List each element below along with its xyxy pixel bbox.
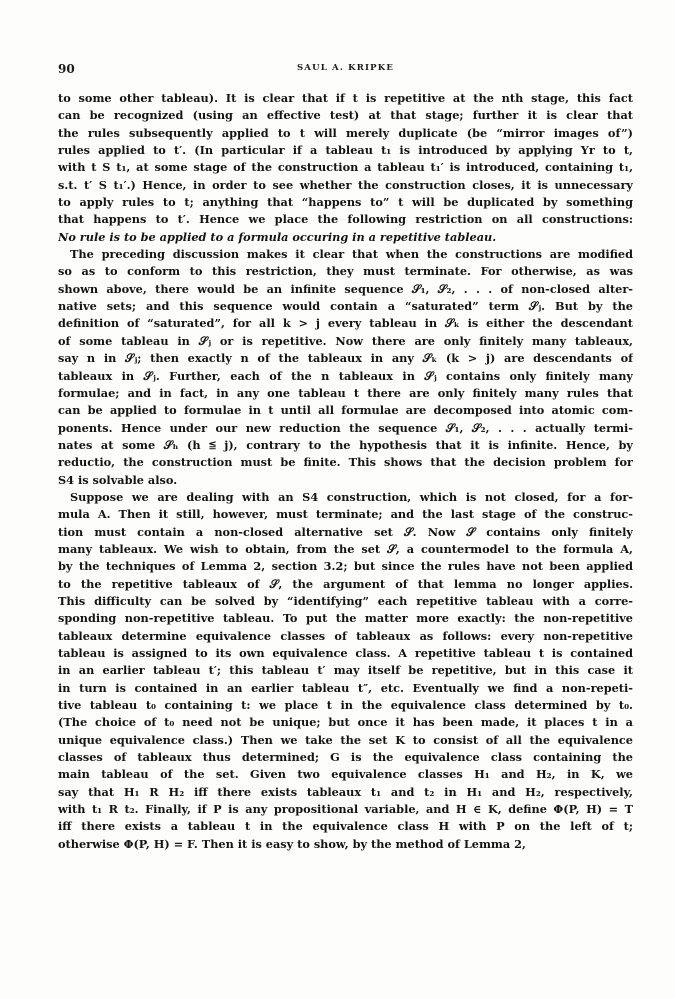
text-line: to some other tableau). It is clear that if t is repetitive at the nth stage, this fact <box>58 91 633 105</box>
text-line: by the techniques of Lemma 2, section 3.2; but since the rules have not been applied <box>58 559 633 574</box>
text-line: nates at some 𝒮ₕ (h ≦ j), contrary to the hypothesis that it is infinite. Hence, by <box>58 437 633 452</box>
running-head: SAUL A. KRIPKE <box>296 63 395 73</box>
text-line: to apply rules to t; anything that “happens to” t will be duplicated by something <box>58 195 633 210</box>
text-line: tableau is assigned to its own equivalence class. A repetitive tableau t is contained <box>58 646 633 660</box>
text-line: definition of “saturated”, for all k > j every tableau in 𝒮ₖ is either the descendant <box>58 316 633 331</box>
text-line: sponding non-repetitive tableau. To put the matter more exactly: the non-repetitive <box>58 611 633 626</box>
text-line: the rules subsequently applied to t will merely duplicate (be “mirror images of”) <box>58 125 633 140</box>
text-line: classes of tableaux thus determined; G is the equivalence class containing the <box>58 750 633 765</box>
text-line: main tableau of the set. Given two equivalence classes H₁ and H₂, in K, we <box>58 767 633 782</box>
text-line: native sets; and this sequence would contain a “saturated” term 𝒮ⱼ. But by the <box>58 299 633 314</box>
text-line: can be applied to formulae in t until all formulae are decomposed into atomic com- <box>58 403 633 418</box>
page-header <box>58 62 633 78</box>
text-line: can be recognized (using an effective test) at that stage; further it is clear that <box>58 108 633 123</box>
text-line: many tableaux. We wish to obtain, from the set 𝒮, a countermodel to the formula A, <box>58 541 633 556</box>
paragraph <box>58 90 633 246</box>
paragraph <box>58 246 633 489</box>
text-line: ponents. Hence under our new reduction the sequence 𝒮₁, 𝒮₂, . . . actually termi- <box>58 420 633 435</box>
page-number: 90 <box>58 62 75 76</box>
text-line: to the repetitive tableaux of 𝒮, the argument of that lemma no longer applies. <box>58 576 633 591</box>
text-line: say n in 𝒮ⱼ; then exactly n of the tableaux in any 𝒮ₖ (k > j) are descendants of <box>58 351 633 366</box>
text-line: in turn is contained in an earlier tableau t″, etc. Eventually we find a non-repeti- <box>58 680 633 695</box>
text-line: say that H₁ R H₂ iff there exists tableaux t₁ and t₂ in H₁ and H₂, respectively, <box>58 784 633 799</box>
text-line: iff there exists a tableau t in the equivalence class H with P on the left of t; <box>58 819 633 834</box>
text-line: tion must contain a non-closed alternative set 𝒮. Now 𝒮 contains only finitely <box>58 524 633 539</box>
text-line: No rule is to be applied to a formula occuring in a repetitive tableau. <box>58 229 497 244</box>
text-line: The preceding discussion makes it clear that when the constructions are modified <box>70 247 633 262</box>
text-line: that happens to t′. Hence we place the following restriction on all constructions: <box>58 212 633 227</box>
text-line: tableaux in 𝒮ⱼ. Further, each of the n tableaux in 𝒮ⱼ contains only finitely many <box>58 368 633 383</box>
text-line: tableaux determine equivalence classes of tableaux as follows: every non-repetitive <box>58 628 633 643</box>
text-line: s.t. t′ S t₁′.) Hence, in order to see whether the construction closes, it is unnecessary <box>58 177 633 192</box>
text-line: mula A. Then it still, however, must terminate; and the last stage of the construc- <box>58 507 633 522</box>
text-line: of some tableau in 𝒮ⱼ or is repetitive. Now there are only finitely many tableaux, <box>58 333 633 348</box>
text-line: formulae; and in fact, in any one tableau t there are only finitely many rules that <box>58 385 633 400</box>
text-line: shown above, there would be an infinite sequence 𝒮₁, 𝒮₂, . . . of non-closed alter- <box>58 281 633 296</box>
text-line: otherwise Φ(P, H) = F. Then it is easy to show, by the method of Lemma 2, <box>58 836 526 851</box>
text-line: unique equivalence class.) Then we take the set K to consist of all the equivalence <box>58 732 633 747</box>
text-line: rules applied to t′. (In particular if a tableau t₁ is introduced by applying Yr to t, <box>58 143 633 158</box>
text-line: This difficulty can be solved by “identifying” each repetitive tableau with a corre- <box>58 593 633 608</box>
text-line: tive tableau t₀ containing t: we place t in the equivalence class determined by t₀. <box>58 698 633 713</box>
text-line: so as to conform to this restriction, they must terminate. For otherwise, as was <box>58 264 633 279</box>
text-line: in an earlier tableau t′; this tableau t′ may itself be repetitive, but in this case it <box>58 663 633 678</box>
paragraph <box>58 489 633 853</box>
text-line: (The choice of t₀ need not be unique; but once it has been made, it places t in a <box>58 715 633 730</box>
text-line: with t S t₁, at some stage of the construction a tableau t₁′ is introduced, containing t₁, <box>58 160 633 175</box>
text-line: with t₁ R t₂. Finally, if P is any propositional variable, and H ∈ K, define Φ(P, H) = T <box>58 802 633 817</box>
text-line: Suppose we are dealing with an S4 construction, which is not closed, for a for- <box>70 489 633 504</box>
text-line: reductio, the construction must be finite. This shows that the decision problem for <box>58 455 633 470</box>
text-line: S4 is solvable also. <box>58 472 178 487</box>
body-text <box>58 90 633 853</box>
